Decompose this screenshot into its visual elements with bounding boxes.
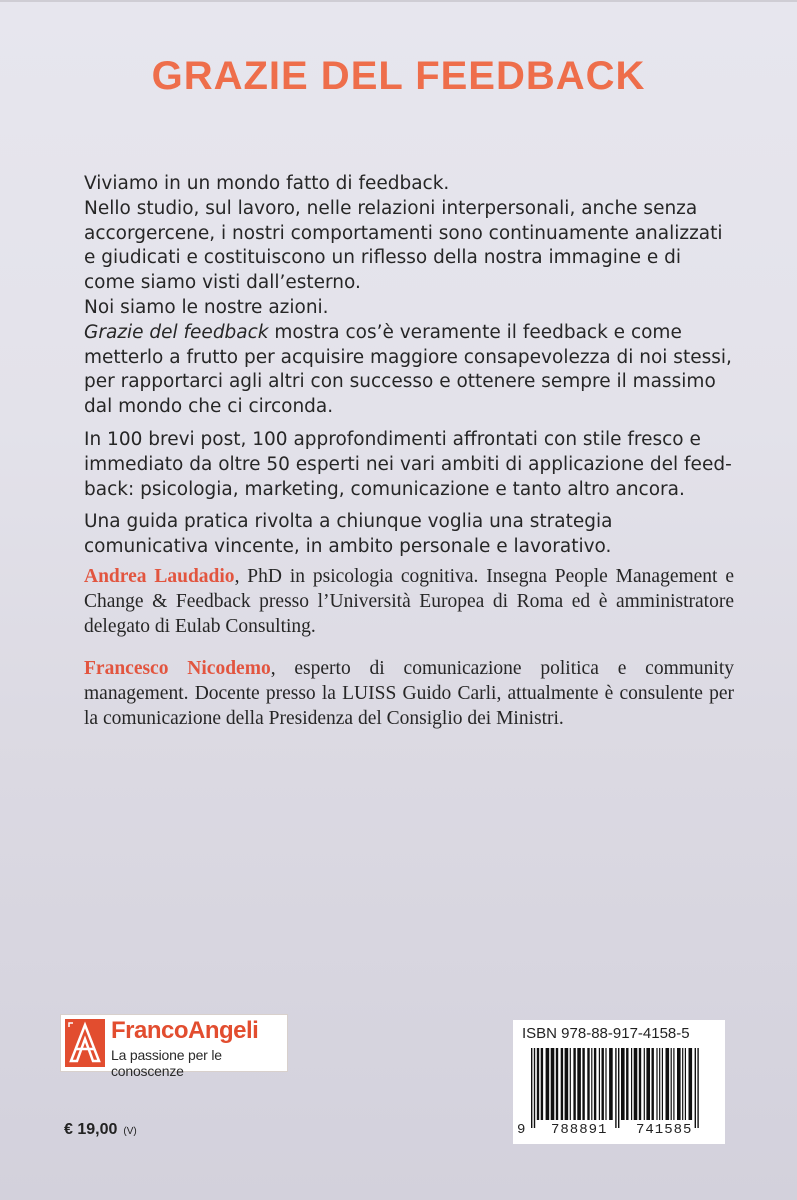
barcode-bar bbox=[666, 1048, 670, 1120]
barcode-bar bbox=[577, 1048, 581, 1120]
publisher-logo bbox=[60, 1014, 288, 1079]
barcode-bar bbox=[602, 1048, 604, 1120]
barcode-bar bbox=[626, 1048, 628, 1120]
barcode-bar bbox=[556, 1048, 558, 1120]
barcode-bar bbox=[531, 1048, 532, 1128]
author-bio-1 bbox=[84, 564, 734, 639]
barcode-bar bbox=[631, 1048, 632, 1120]
barcode-bar bbox=[591, 1048, 592, 1120]
barcode-bar bbox=[662, 1048, 663, 1120]
barcode-bar bbox=[659, 1048, 660, 1120]
barcode-bar bbox=[689, 1048, 693, 1120]
author-bio-text-1: , PhD in psicologia cognitiva. Insegna People Management e Change & Feedback presso l’Università Europea di Roma ed è amministratore delegato di Eulab Consulting. bbox=[84, 566, 734, 637]
barcode-left-digits: 788891 bbox=[551, 1122, 608, 1138]
barcode-bar bbox=[652, 1048, 654, 1120]
barcode-bar bbox=[697, 1048, 698, 1128]
barcode-bar bbox=[587, 1048, 589, 1120]
barcode-right-digits: 741585 bbox=[636, 1122, 693, 1138]
blurb-paragraph-5: In 100 brevi post, 100 approfondimenti affrontati con stile fresco e immediato da oltre 50 esperti nei vari ambiti di applicazione del feed-back: psicologia, marketing, comunicazione e tanto altro ancora. bbox=[84, 428, 732, 500]
barcode-bar bbox=[685, 1048, 686, 1120]
blurb-paragraph-2: Nello studio, sul lavoro, nelle relazioni interpersonali, anche senza accorgercene, i nostri comportamenti sono continuamente analizzati e giudicati e costituiscono un riflesso della nostra immagine e di come siamo visti dall’esterno. bbox=[84, 197, 723, 294]
barcode-bar bbox=[537, 1048, 539, 1120]
publisher-name: FrancoAngeli bbox=[111, 1017, 259, 1044]
author-name-2: Francesco Nicodemo bbox=[84, 658, 271, 679]
barcode-bar bbox=[570, 1048, 571, 1120]
barcode-bar bbox=[541, 1048, 543, 1120]
barcode-bar bbox=[561, 1048, 563, 1120]
isbn-text: ISBN 978-88-917-4158-5 bbox=[522, 1025, 690, 1042]
barcode-bar bbox=[639, 1048, 641, 1120]
blurb-paragraph-4 bbox=[84, 321, 734, 420]
barcode-bar bbox=[594, 1048, 596, 1120]
barcode-bar bbox=[565, 1048, 569, 1120]
barcode-bar bbox=[582, 1048, 584, 1120]
price-vat: (V) bbox=[123, 1126, 137, 1137]
barcode bbox=[513, 1020, 725, 1144]
blurb-paragraph-4-text: mostra cos’è veramente il feedback e come metterlo a frutto per acquisire maggiore consapevolezza di noi stessi, per rapportarci agli altri con successo e ottenere sempre il massimo dal mondo che ci circonda. bbox=[84, 321, 732, 418]
barcode-bar bbox=[551, 1048, 555, 1120]
book-title-italic: Grazie del feedback bbox=[84, 321, 269, 343]
barcode-bar bbox=[644, 1048, 645, 1120]
barcode-bar bbox=[618, 1048, 619, 1128]
barcode-bar bbox=[599, 1048, 600, 1120]
author-bio-text-2: , esperto di comunicazione politica e community management. Docente presso la LUISS Guido Carli, attualmente è consulente per la comunicazione della Presidenza del Consiglio dei Ministri. bbox=[84, 658, 735, 729]
publisher-logo-mark bbox=[65, 1019, 105, 1067]
book-title: GRAZIE DEL FEEDBACK bbox=[151, 54, 646, 98]
blurb bbox=[84, 172, 734, 560]
blurb-paragraph-6: Una guida pratica rivolta a chiunque voglia una strategia comunicativa vincente, in ambito personale e lavorativo. bbox=[84, 511, 613, 558]
barcode-bar bbox=[677, 1048, 681, 1120]
blurb-paragraph-1: Viviamo in un mondo fatto di feedback. bbox=[84, 173, 450, 194]
barcode-bar bbox=[634, 1048, 638, 1120]
author-name-1: Andrea Laudadio bbox=[84, 566, 235, 587]
price bbox=[64, 1121, 137, 1139]
barcode-bars bbox=[513, 1020, 725, 1144]
barcode-bar bbox=[673, 1048, 674, 1120]
barcode-bar bbox=[671, 1048, 672, 1120]
publisher-tagline: La passione per le conoscenze bbox=[111, 1047, 222, 1079]
barcode-bar bbox=[695, 1048, 696, 1128]
price-amount: € 19,00 bbox=[64, 1121, 118, 1138]
barcode-bar bbox=[609, 1048, 613, 1120]
barcode-bar bbox=[573, 1048, 575, 1120]
barcode-bar bbox=[534, 1048, 535, 1128]
barcode-bar bbox=[656, 1048, 657, 1120]
barcode-bar bbox=[546, 1048, 550, 1120]
barcode-bar bbox=[646, 1048, 650, 1120]
author-bio-2 bbox=[84, 656, 734, 731]
barcode-bar bbox=[605, 1048, 606, 1120]
barcode-first-digit: 9 bbox=[517, 1122, 526, 1138]
blurb-paragraph-3: Noi siamo le nostre azioni. bbox=[84, 296, 329, 318]
publisher-mark-icon bbox=[65, 1019, 105, 1067]
barcode-bar bbox=[621, 1048, 625, 1120]
barcode-bar bbox=[615, 1048, 616, 1128]
barcode-bar bbox=[682, 1048, 683, 1120]
